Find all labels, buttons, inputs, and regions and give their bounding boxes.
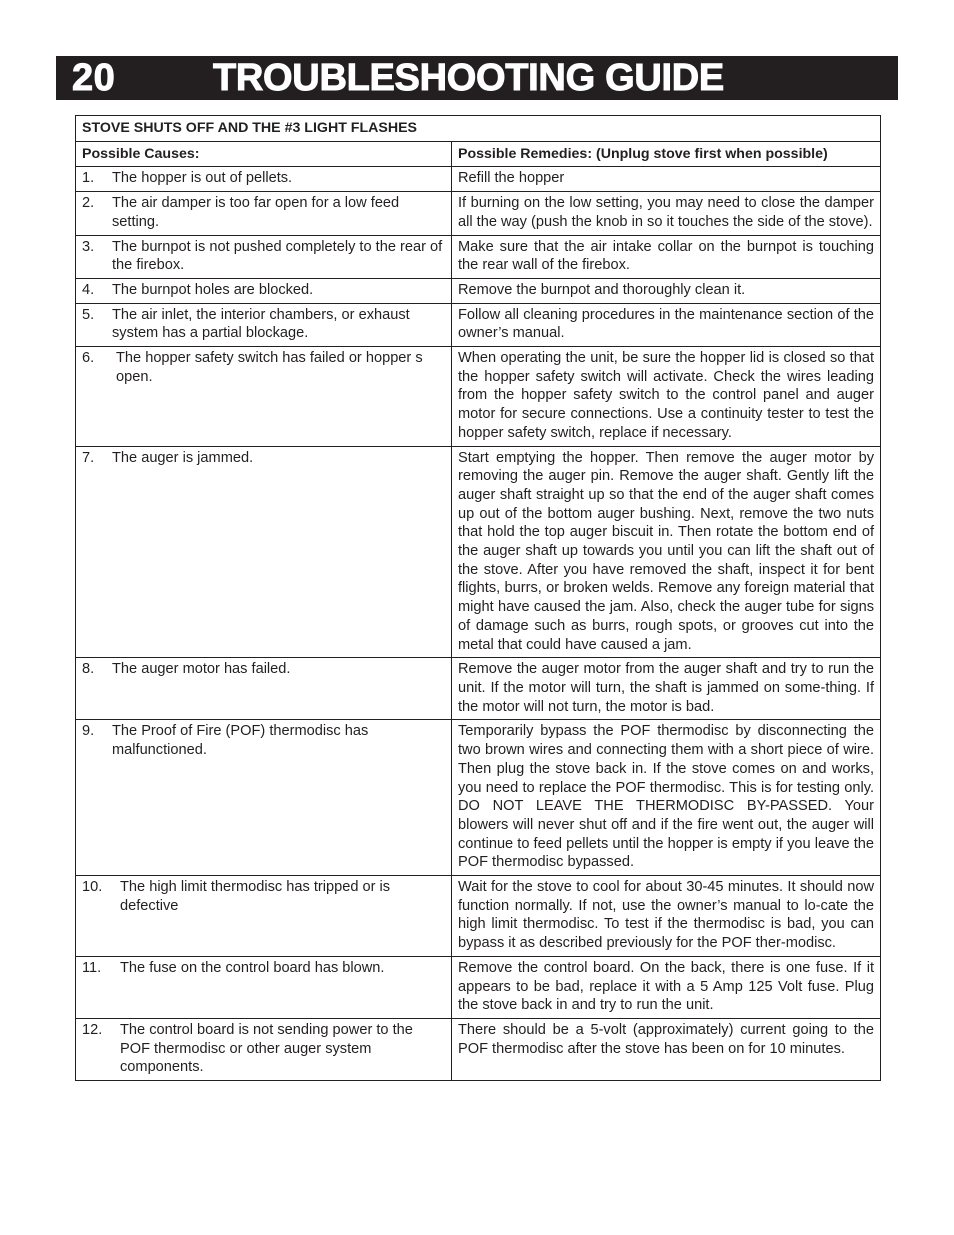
- cause-cell: [76, 192, 452, 235]
- item-number: 3.: [82, 238, 95, 255]
- cause-text: The burnpot holes are blocked.: [112, 281, 314, 298]
- item-number: 7.: [82, 449, 95, 466]
- cause-text: The auger motor has failed.: [112, 661, 291, 678]
- cause-text: The control board is not sending power to the POF thermodisc or other auger system components.: [120, 1021, 413, 1076]
- table-row: [76, 303, 881, 346]
- causes-column-header: Possible Causes:: [76, 141, 452, 167]
- cause-cell: [76, 446, 452, 658]
- item-number: 10.: [82, 879, 103, 896]
- item-number: 8.: [82, 661, 95, 678]
- remedy-cell: Remove the burnpot and thoroughly clean it.: [452, 278, 881, 303]
- remedy-cell: There should be a 5-volt (approximately) current going to the POF thermodisc after the stove has been on for 10 minutes.: [452, 1018, 881, 1080]
- item-number: 5.: [82, 306, 95, 323]
- table-row: [76, 658, 881, 720]
- cause-text: The air damper is too far open for a low feed setting.: [112, 195, 400, 230]
- remedy-cell: Follow all cleaning procedures in the maintenance section of the owner’s manual.: [452, 303, 881, 346]
- cause-text: The auger is jammed.: [112, 449, 254, 466]
- item-number: 12.: [82, 1021, 103, 1038]
- cause-text: The hopper is out of pellets.: [112, 170, 293, 187]
- remedy-cell: Wait for the stove to cool for about 30-45 minutes. It should now function normally. If not, use the owner’s manual to lo-cate the high limit thermodisc. To test if the thermodisc is bad, you can bypass it as described previously for the POF ther-modisc.: [452, 876, 881, 957]
- remedy-cell: Start emptying the hopper. Then remove the auger motor by removing the auger pin. Remove the auger shaft. Gently lift the auger shaft straight up so that the end of the auger shaft comes up out of the bottom auger bushing. Next, remove the two nuts that hold the top auger biscuit in. Then rotate the bottom end of the auger shaft up towards you until you can lift the shaft out of the stove. After you have removed the shaft, inspect it for bent flights, burrs, or broken welds. Remove any foreign material that might have caused the jam. Also, check the auger tube for signs of damage such as burrs, rough spots, or grooves cut into the metal that could have caused a jam.: [452, 446, 881, 658]
- table-row: [76, 278, 881, 303]
- remedy-cell: Temporarily bypass the POF thermodisc by disconnecting the two brown wires and connecting them with a short piece of wire. Then plug the stove back in. If the stove comes on and works, you need to replace the POF thermodisc. This is for testing only. DO NOT LEAVE THE THERMODISC BY-PASSED. Your blowers will never shut off and if the fire went out, the auger will continue to feed pellets until the hopper is empty if you leave the POF thermodisc bypassed.: [452, 720, 881, 876]
- table-row: [76, 167, 881, 192]
- item-number: 11.: [82, 959, 102, 976]
- remedy-cell: Remove the control board. On the back, there is one fuse. If it appears to be bad, replace it with a 5 Amp 125 Volt fuse. Plug the stove back in and try to run the unit.: [452, 956, 881, 1018]
- cause-text: The fuse on the control board has blown.: [120, 959, 385, 976]
- section-title: STOVE SHUTS OFF AND THE #3 LIGHT FLASHES: [76, 116, 881, 142]
- table-row: [76, 192, 881, 235]
- remedies-column-header: Possible Remedies: (Unplug stove first when possible): [452, 141, 881, 167]
- item-number: 1.: [82, 170, 95, 187]
- table-row: [76, 720, 881, 876]
- cause-cell: [76, 1018, 452, 1080]
- cause-cell: [76, 658, 452, 720]
- cause-text: The high limit thermodisc has tripped or is defective: [120, 879, 391, 914]
- remedy-cell: Remove the auger motor from the auger shaft and try to run the unit. If the motor will turn, the shaft is jammed on some-thing. If the motor will not turn, the motor is bad.: [452, 658, 881, 720]
- section-title-row: [76, 116, 881, 142]
- troubleshooting-table: [75, 115, 881, 1081]
- column-header-row: [76, 141, 881, 167]
- remedy-cell: If burning on the low setting, you may need to close the damper all the way (push the knob in so it touches the side of the stove).: [452, 192, 881, 235]
- item-number: 2.: [82, 195, 95, 212]
- item-number: 6.: [82, 350, 95, 367]
- cause-cell: [76, 167, 452, 192]
- item-number: 9.: [82, 723, 95, 740]
- page-header-banner: [56, 56, 898, 100]
- cause-cell: [76, 278, 452, 303]
- cause-cell: [76, 303, 452, 346]
- cause-cell: [76, 720, 452, 876]
- cause-text: The burnpot is not pushed completely to the rear of the firebox.: [112, 238, 443, 274]
- item-number: 4.: [82, 281, 95, 298]
- table-row: [76, 347, 881, 447]
- page-title: TROUBLESHOOTING GUIDE: [213, 57, 724, 99]
- cause-text: The air inlet, the interior chambers, or exhaust system has a partial blockage.: [112, 306, 410, 342]
- cause-text: The hopper safety switch has failed or hopper s open.: [116, 350, 423, 385]
- cause-cell: [76, 876, 452, 957]
- table-row: [76, 956, 881, 1018]
- table-row: [76, 235, 881, 278]
- remedy-cell: When operating the unit, be sure the hopper lid is closed so that the hopper safety switch will activate. Check the wires leading from the hopper safety switch to the control panel and auger motor for secure connections. Use a continuity tester to test the hopper safety switch, replace if necessary.: [452, 347, 881, 447]
- remedy-cell: Refill the hopper: [452, 167, 881, 192]
- table-row: [76, 446, 881, 658]
- table-row: [76, 1018, 881, 1080]
- cause-cell: [76, 956, 452, 1018]
- remedy-cell: Make sure that the air intake collar on the burnpot is touching the rear wall of the firebox.: [452, 235, 881, 278]
- cause-text: The Proof of Fire (POF) thermodisc has malfunctioned.: [112, 723, 369, 759]
- cause-cell: [76, 347, 452, 447]
- table-row: [76, 876, 881, 957]
- page-number: 20: [72, 57, 116, 99]
- cause-cell: [76, 235, 452, 278]
